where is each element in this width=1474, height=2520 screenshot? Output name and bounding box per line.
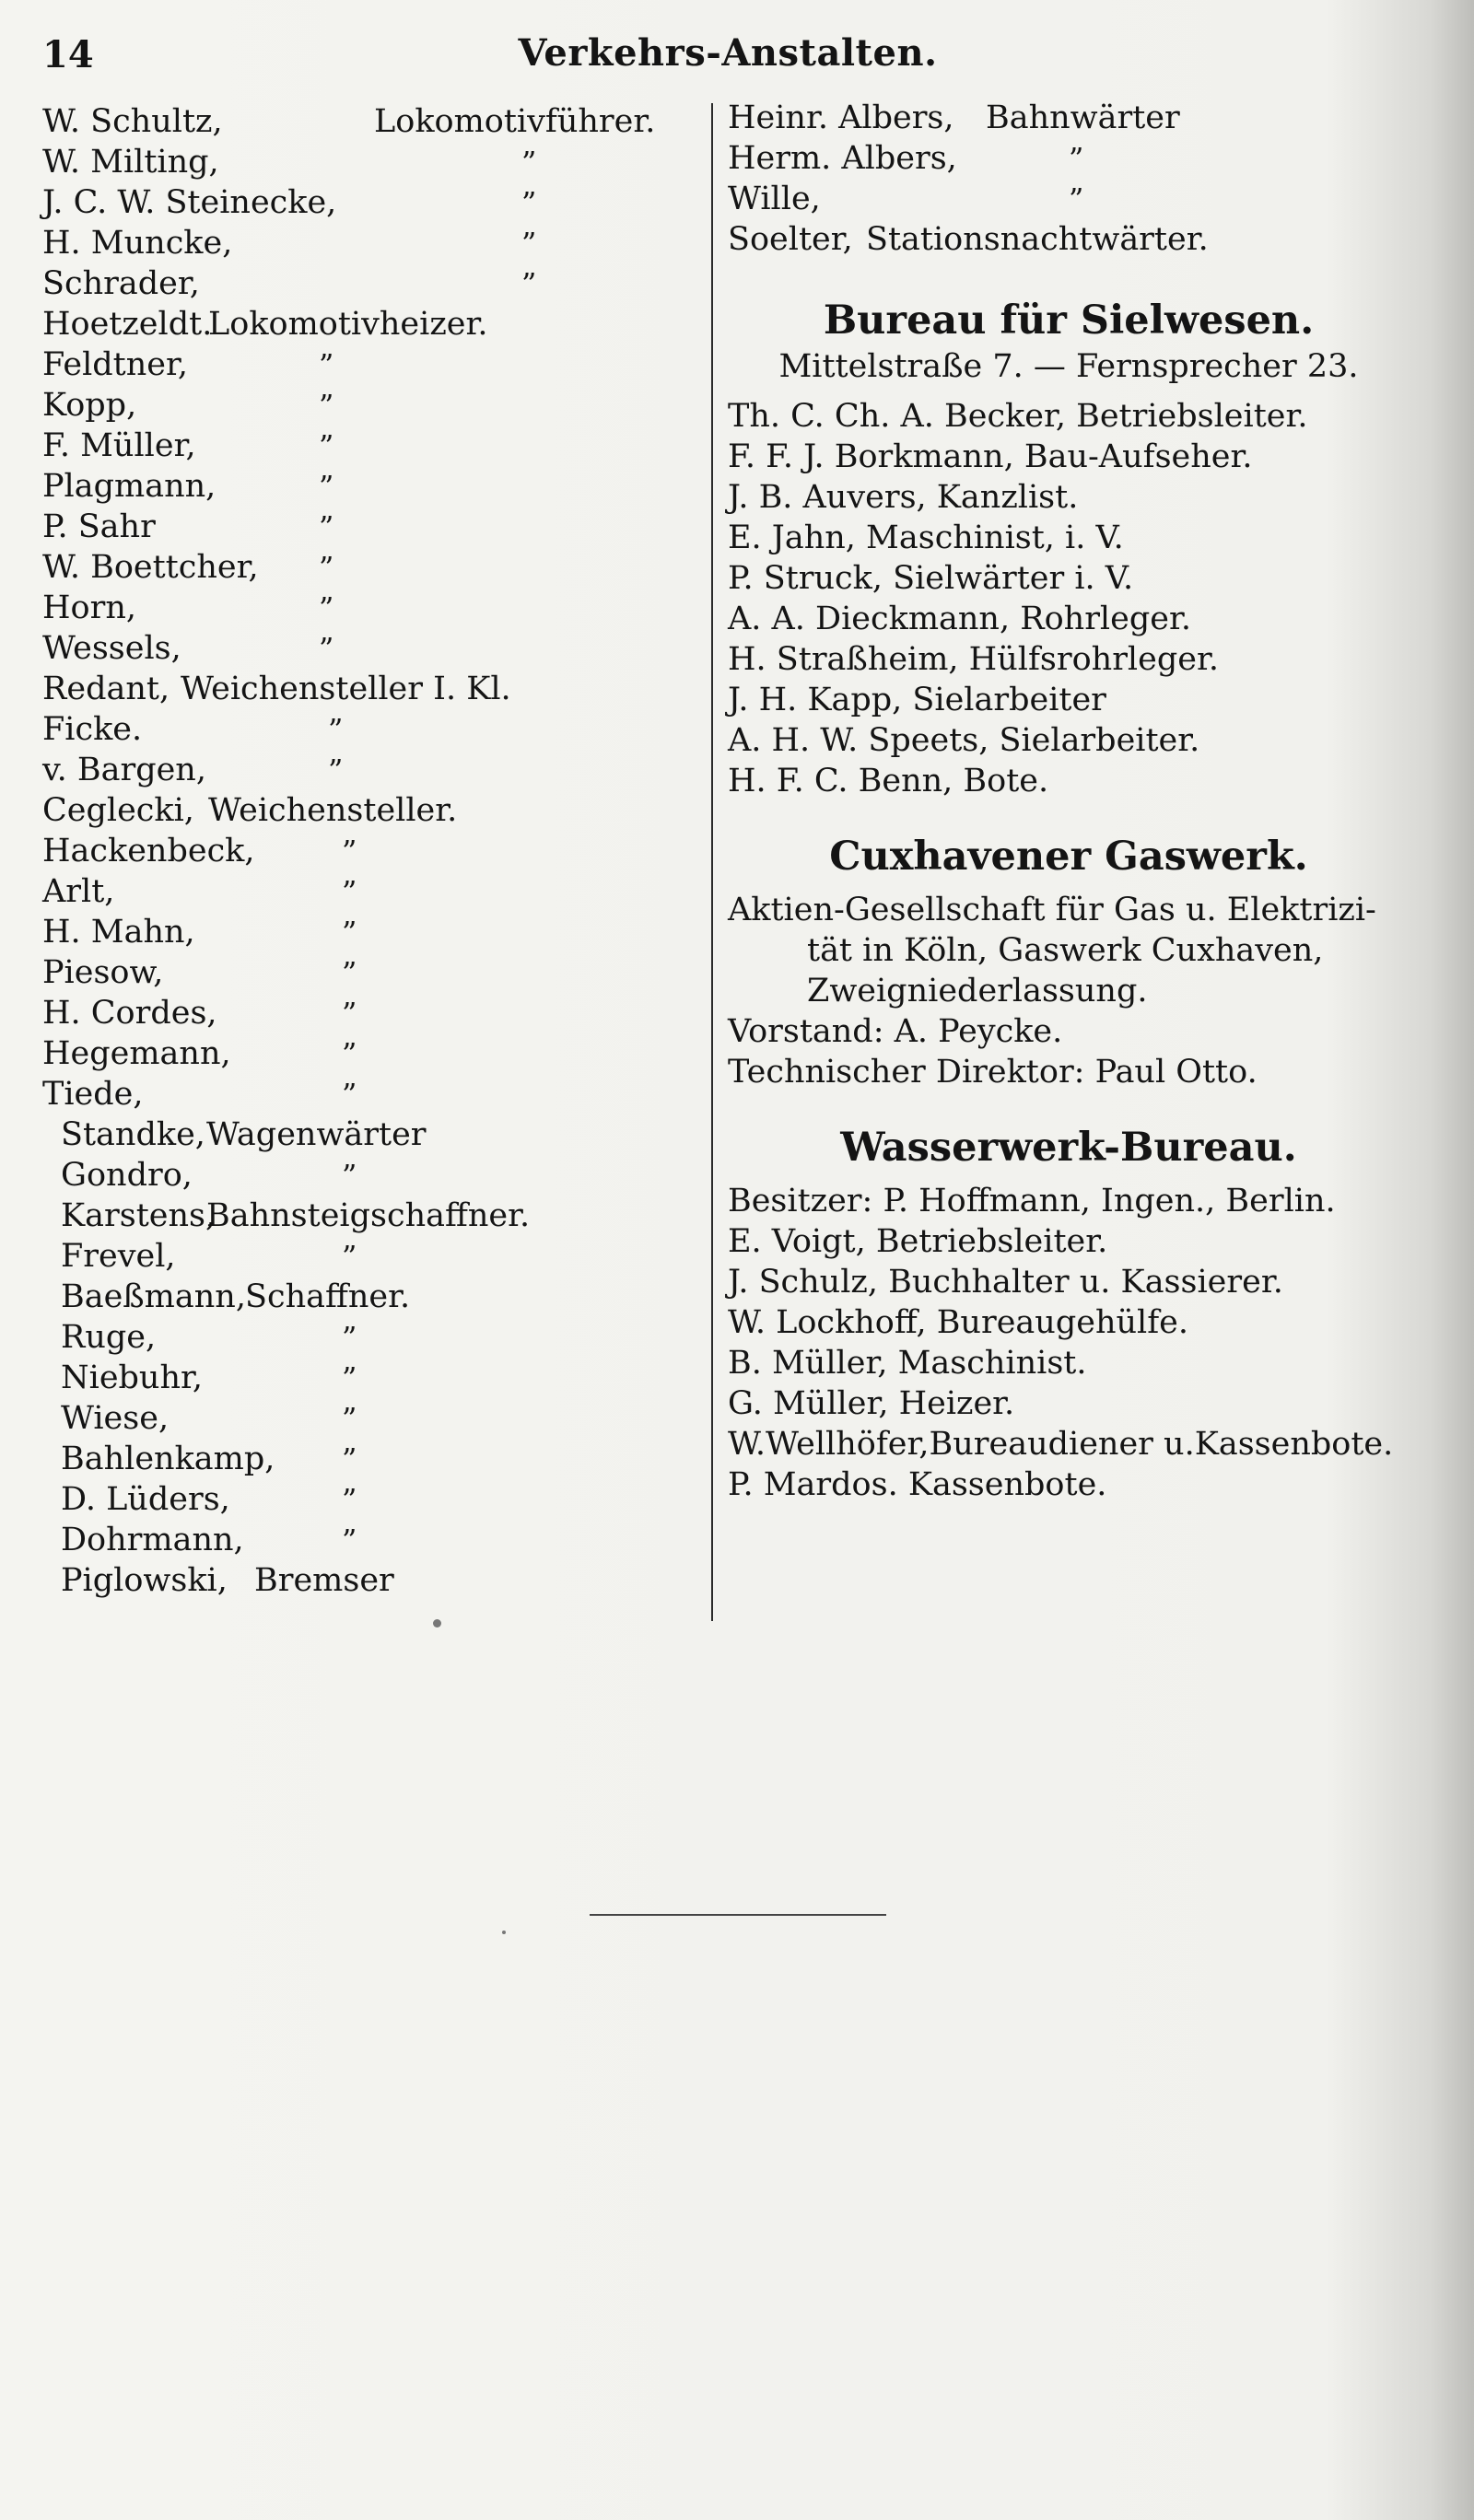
ditto-mark: ”	[342, 1036, 357, 1071]
ditto-mark: ”	[328, 752, 344, 788]
ditto-mark: ”	[342, 1360, 357, 1395]
staff-entry	[42, 912, 706, 952]
ditto-mark: ”	[319, 631, 334, 666]
staff-name: Piesow,	[42, 954, 164, 991]
staff-name: W. Boettcher,	[42, 549, 259, 586]
ditto-mark: ”	[319, 428, 334, 463]
staff-entry	[42, 1074, 706, 1114]
section-line: G. Müller, Heizer.	[728, 1385, 1015, 1422]
ditto-mark: ”	[342, 1158, 357, 1193]
staff-entry	[42, 263, 706, 304]
staff-name: Wille,	[728, 181, 821, 217]
staff-role: Schaffner.	[245, 1278, 411, 1315]
staff-role: Bahnwärter	[986, 99, 1180, 136]
section-line: Aktien-Gesellschaft für Gas u. Elektrizi-	[728, 892, 1376, 928]
staff-name: Feldtner,	[42, 346, 189, 383]
ditto-mark: ”	[319, 509, 334, 544]
staff-role: Weichensteller I. Kl.	[181, 671, 511, 707]
staff-entry	[42, 507, 706, 547]
staff-name: Dohrmann,	[61, 1522, 244, 1558]
staff-entry	[42, 1196, 706, 1236]
ditto-mark: ”	[319, 388, 334, 423]
ditto-mark: ”	[521, 145, 537, 180]
section-line: Th. C. Ch. A. Becker, Betriebsleiter.	[728, 398, 1308, 435]
section-title: Cuxhavener Gaswerk.	[829, 834, 1308, 880]
section-line: P. Struck, Sielwärter i. V.	[728, 560, 1134, 597]
staff-entry	[42, 871, 706, 912]
staff-name: H. Mahn,	[42, 914, 195, 951]
staff-name: Hegemann,	[42, 1035, 231, 1072]
staff-entry	[42, 669, 706, 709]
staff-name: W. Milting,	[42, 144, 219, 181]
staff-name: Piglowski,	[61, 1562, 228, 1599]
staff-entry	[42, 588, 706, 628]
staff-entry	[42, 1398, 706, 1439]
ditto-mark: ”	[1069, 141, 1084, 176]
staff-name: D. Lüders,	[61, 1481, 230, 1518]
left-column-staff-list	[42, 101, 706, 1601]
staff-entry	[42, 750, 706, 790]
staff-name: Herm. Albers,	[728, 140, 957, 177]
staff-role: Bahnsteigschaffner.	[206, 1197, 531, 1234]
staff-entry	[42, 142, 706, 182]
section-line: J. B. Auvers, Kanzlist.	[728, 479, 1079, 516]
staff-role: Lokomotivheizer.	[208, 306, 488, 343]
section-sielwesen	[728, 295, 1410, 801]
section-line: Besitzer: P. Hoffmann, Ingen., Berlin.	[728, 1183, 1336, 1219]
staff-entry	[42, 1439, 706, 1479]
staff-entry	[42, 628, 706, 669]
ditto-mark: ”	[342, 1482, 357, 1517]
staff-entry	[42, 1236, 706, 1277]
staff-name: W. Schultz,	[42, 103, 223, 140]
staff-name: Plagmann,	[42, 468, 216, 505]
column-divider	[711, 103, 713, 1621]
staff-name: H. Cordes,	[42, 995, 217, 1032]
ditto-mark: ”	[342, 955, 357, 990]
ink-speck	[502, 1931, 506, 1934]
staff-name: Baeßmann,	[61, 1278, 246, 1315]
staff-entry	[728, 219, 1410, 260]
section-line: W.Wellhöfer,Bureaudiener u.Kassenbote.	[728, 1426, 1394, 1463]
staff-entry	[42, 304, 706, 344]
section-lines	[728, 396, 1410, 801]
page-number: 14	[42, 33, 94, 76]
right-column	[728, 98, 1410, 1505]
ditto-mark: ”	[521, 226, 537, 261]
staff-role: Wagenwärter	[206, 1116, 427, 1153]
staff-role: Stationsnachtwärter.	[866, 221, 1209, 258]
section-line: J. H. Kapp, Sielarbeiter	[728, 682, 1106, 718]
ditto-mark: ”	[342, 1077, 357, 1112]
staff-name: Gondro,	[61, 1157, 193, 1194]
staff-entry	[42, 790, 706, 831]
staff-name: Standke,	[61, 1116, 205, 1153]
staff-name: Hoetzeldt.	[42, 306, 213, 343]
ditto-mark: ”	[342, 1441, 357, 1476]
section-line: F. F. J. Borkmann, Bau-Aufseher.	[728, 438, 1253, 475]
staff-entry	[42, 1155, 706, 1196]
staff-name: Redant,	[42, 671, 170, 707]
running-title: Verkehrs-Anstalten.	[518, 31, 938, 75]
staff-role: Lokomotivführer.	[374, 103, 656, 140]
ditto-mark: ”	[342, 996, 357, 1031]
staff-entry	[42, 1358, 706, 1398]
staff-entry	[728, 179, 1410, 219]
staff-entry	[42, 182, 706, 223]
section-line: tät in Köln, Gaswerk Cuxhaven,	[807, 932, 1324, 969]
staff-entry	[42, 1479, 706, 1520]
staff-name: Bahlenkamp,	[61, 1441, 275, 1477]
staff-entry	[42, 466, 706, 507]
section-line: A. A. Dieckmann, Rohrleger.	[728, 601, 1191, 637]
staff-entry	[42, 1277, 706, 1317]
ditto-mark: ”	[342, 1401, 357, 1436]
staff-entry	[42, 993, 706, 1033]
staff-name: v. Bargen,	[42, 752, 206, 788]
ditto-mark: ”	[342, 834, 357, 869]
staff-name: Arlt,	[42, 873, 115, 910]
staff-role: Bremser	[254, 1562, 394, 1599]
staff-name: Frevel,	[61, 1238, 176, 1275]
ditto-mark: ”	[342, 915, 357, 950]
staff-name: F. Müller,	[42, 427, 196, 464]
section-line: W. Lockhoff, Bureaugehülfe.	[728, 1304, 1189, 1341]
staff-entry	[42, 547, 706, 588]
section-line: E. Voigt, Betriebsleiter.	[728, 1223, 1108, 1260]
staff-name: Kopp,	[42, 387, 137, 424]
right-column-staff-list	[728, 98, 1410, 260]
staff-entry	[42, 101, 706, 142]
staff-name: Ficke.	[42, 711, 143, 748]
staff-name: Ruge,	[61, 1319, 157, 1356]
staff-name: Niebuhr,	[61, 1359, 204, 1396]
section-lines	[728, 890, 1410, 1092]
staff-name: Soelter,	[728, 221, 853, 258]
staff-name: Heinr. Albers,	[728, 99, 954, 136]
section-line: H. Straßheim, Hülfsrohrleger.	[728, 641, 1219, 678]
section-line: A. H. W. Speets, Sielarbeiter.	[728, 722, 1200, 759]
ditto-mark: ”	[1069, 181, 1084, 216]
ditto-mark: ”	[342, 1522, 357, 1558]
ditto-mark: ”	[319, 347, 334, 382]
staff-name: P. Sahr	[42, 508, 156, 545]
staff-name: Ceglecki,	[42, 792, 194, 829]
staff-name: Karstens,	[61, 1197, 216, 1234]
staff-entry	[42, 1317, 706, 1358]
staff-role: Weichensteller.	[208, 792, 458, 829]
staff-entry	[42, 223, 706, 263]
staff-entry	[42, 1560, 706, 1601]
ditto-mark: ”	[319, 469, 334, 504]
staff-entry	[42, 385, 706, 426]
staff-name: Hackenbeck,	[42, 833, 255, 869]
ditto-mark: ”	[521, 185, 537, 220]
section-line: Vorstand: A. Peycke.	[728, 1013, 1063, 1050]
ditto-mark: ”	[342, 1239, 357, 1274]
staff-entry	[42, 344, 706, 385]
staff-entry	[42, 1033, 706, 1074]
section-wasserwerk	[728, 1122, 1410, 1505]
section-line: J. Schulz, Buchhalter u. Kassierer.	[728, 1264, 1283, 1301]
staff-entry	[42, 1114, 706, 1155]
section-subtitle: Mittelstraße 7. — Fernsprecher 23.	[778, 348, 1359, 385]
staff-entry	[42, 831, 706, 871]
section-title: Wasserwerk-Bureau.	[840, 1125, 1297, 1171]
staff-entry	[728, 138, 1410, 179]
section-line: H. F. C. Benn, Bote.	[728, 763, 1049, 799]
section-gaswerk	[728, 831, 1410, 1092]
staff-name: Tiede,	[42, 1076, 144, 1113]
staff-name: Wessels,	[42, 630, 181, 667]
ink-speck	[433, 1619, 441, 1628]
ditto-mark: ”	[319, 590, 334, 625]
staff-entry	[42, 952, 706, 993]
staff-name: Horn,	[42, 589, 136, 626]
page-header	[37, 26, 1419, 81]
bottom-rule	[590, 1914, 886, 1916]
staff-entry	[42, 709, 706, 750]
staff-entry	[728, 98, 1410, 138]
ditto-mark: ”	[328, 712, 344, 747]
section-line: Zweigniederlassung.	[807, 973, 1148, 1009]
section-line: E. Jahn, Maschinist, i. V.	[728, 519, 1124, 556]
section-lines	[728, 1181, 1410, 1505]
section-line: B. Müller, Maschinist.	[728, 1345, 1087, 1382]
ditto-mark: ”	[342, 874, 357, 909]
section-line: Technischer Direktor: Paul Otto.	[728, 1054, 1258, 1091]
section-title: Bureau für Sielwesen.	[823, 298, 1315, 344]
staff-name: Wiese,	[61, 1400, 170, 1437]
staff-entry	[42, 426, 706, 466]
staff-name: H. Muncke,	[42, 225, 233, 262]
ditto-mark: ”	[319, 550, 334, 585]
ditto-mark: ”	[521, 266, 537, 301]
staff-name: Schrader,	[42, 265, 200, 302]
staff-entry	[42, 1520, 706, 1560]
section-line: P. Mardos. Kassenbote.	[728, 1466, 1107, 1503]
ditto-mark: ”	[342, 1320, 357, 1355]
staff-name: J. C. W. Steinecke,	[42, 184, 337, 221]
